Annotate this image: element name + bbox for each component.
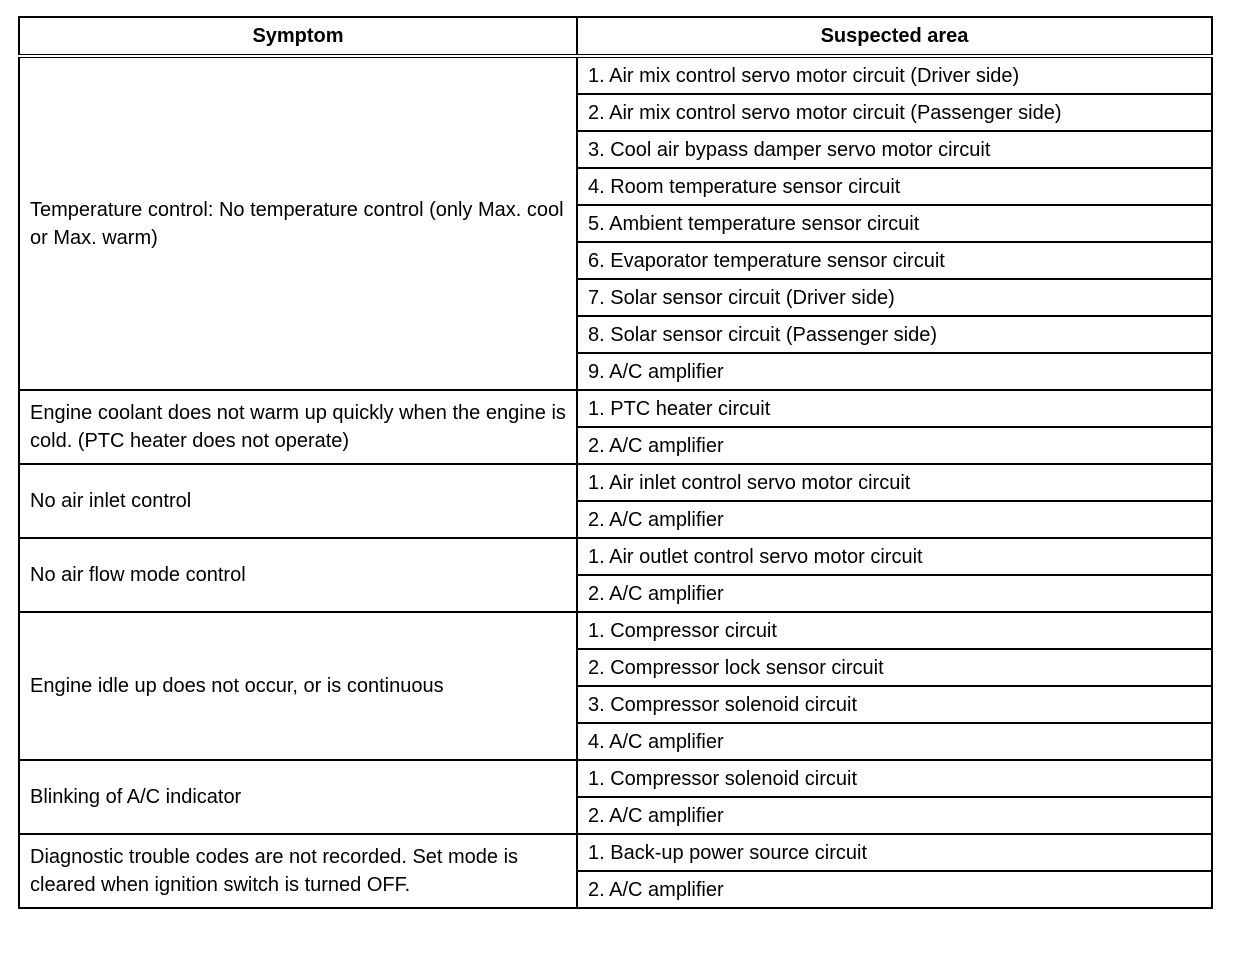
table-row [19,760,1212,797]
suspected-area-cell: 4. Room temperature sensor circuit [577,168,1212,205]
table-row [19,612,1212,649]
table-row [19,390,1212,427]
symptom-header: Symptom [19,17,577,56]
suspected-area-cell: 6. Evaporator temperature sensor circuit [577,242,1212,279]
suspected-area-cell: 2. A/C amplifier [577,501,1212,538]
suspected-area-cell: 2. A/C amplifier [577,871,1212,908]
table-row [19,538,1212,575]
symptom-cell: Engine coolant does not warm up quickly when the engine is cold. (PTC heater does not operate) [19,390,577,464]
suspected-area-cell: 2. A/C amplifier [577,427,1212,464]
header-row [19,17,1212,56]
symptom-cell: Blinking of A/C indicator [19,760,577,834]
suspected-area-cell: 1. Air mix control servo motor circuit (Driver side) [577,56,1212,94]
suspected-area-cell: 5. Ambient temperature sensor circuit [577,205,1212,242]
symptom-cell: No air flow mode control [19,538,577,612]
suspected-area-cell: 1. PTC heater circuit [577,390,1212,427]
symptom-cell: Engine idle up does not occur, or is continuous [19,612,577,760]
suspected-area-header: Suspected area [577,17,1212,56]
suspected-area-cell: 1. Air outlet control servo motor circuit [577,538,1212,575]
symptom-cell: Temperature control: No temperature control (only Max. cool or Max. warm) [19,56,577,390]
suspected-area-cell: 1. Back-up power source circuit [577,834,1212,871]
suspected-area-cell: 8. Solar sensor circuit (Passenger side) [577,316,1212,353]
suspected-area-cell: 2. A/C amplifier [577,797,1212,834]
symptom-table [18,16,1213,909]
suspected-area-cell: 4. A/C amplifier [577,723,1212,760]
table-row [19,464,1212,501]
suspected-area-cell: 1. Compressor solenoid circuit [577,760,1212,797]
table-row [19,834,1212,871]
suspected-area-cell: 3. Cool air bypass damper servo motor circuit [577,131,1212,168]
suspected-area-cell: 1. Compressor circuit [577,612,1212,649]
symptom-cell: No air inlet control [19,464,577,538]
suspected-area-cell: 2. A/C amplifier [577,575,1212,612]
suspected-area-cell: 2. Compressor lock sensor circuit [577,649,1212,686]
symptom-cell: Diagnostic trouble codes are not recorded. Set mode is cleared when ignition switch is turned OFF. [19,834,577,908]
suspected-area-cell: 2. Air mix control servo motor circuit (Passenger side) [577,94,1212,131]
table-row [19,56,1212,94]
suspected-area-cell: 7. Solar sensor circuit (Driver side) [577,279,1212,316]
suspected-area-cell: 3. Compressor solenoid circuit [577,686,1212,723]
table-body [19,56,1212,908]
suspected-area-cell: 1. Air inlet control servo motor circuit [577,464,1212,501]
suspected-area-cell: 9. A/C amplifier [577,353,1212,390]
